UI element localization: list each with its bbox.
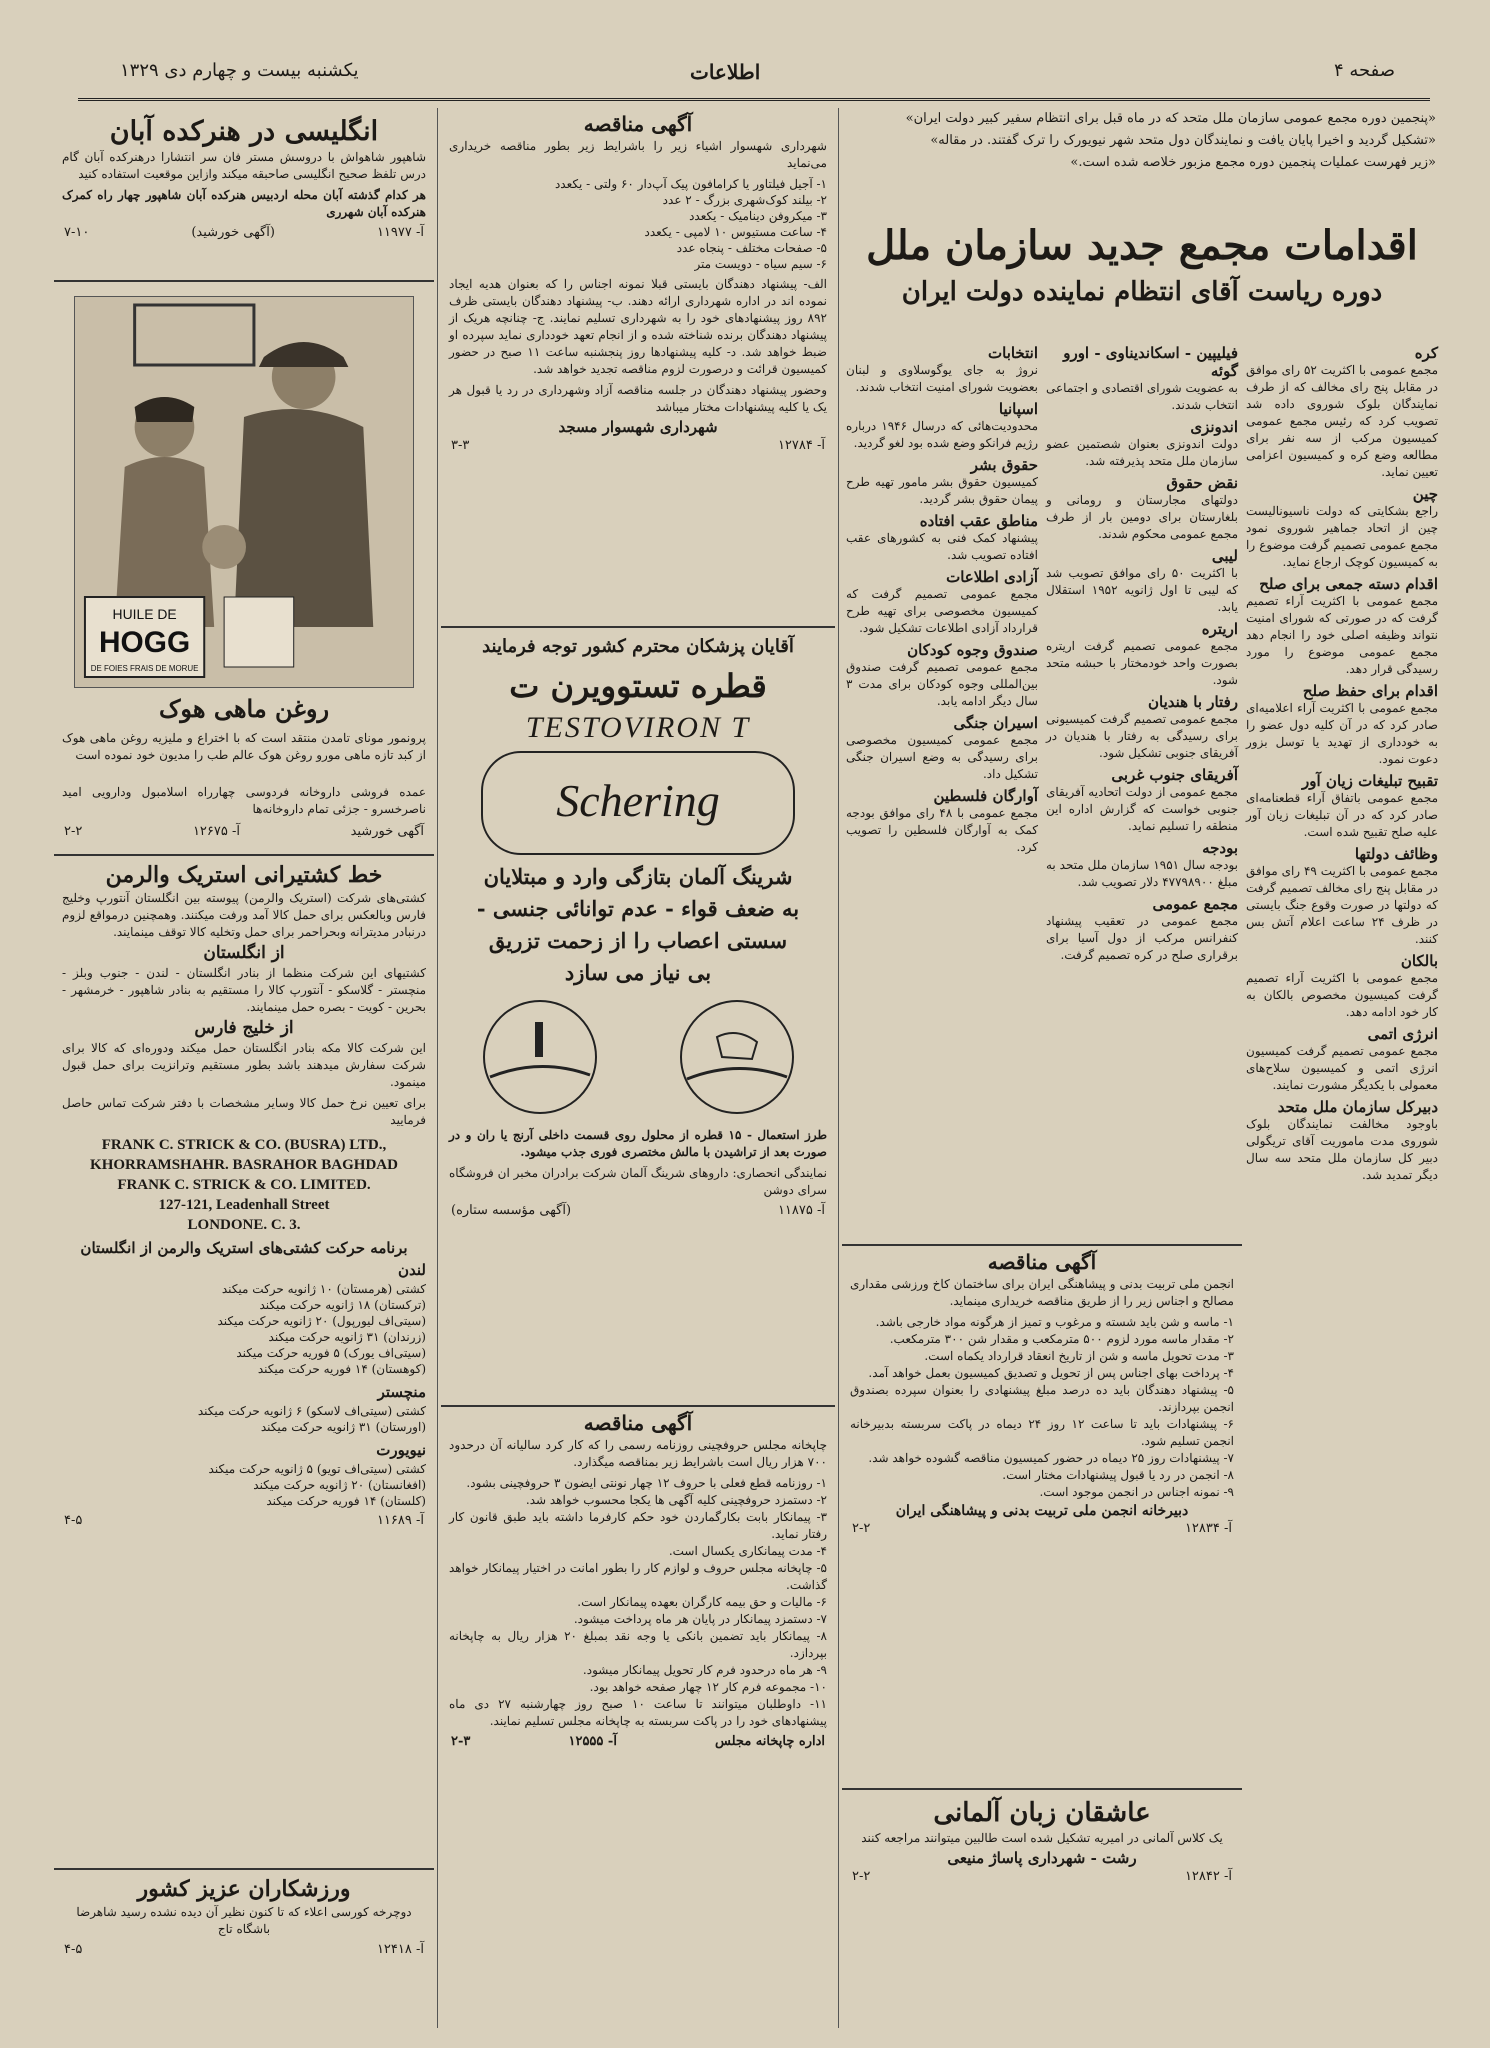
article-section-title: انتخابات [988, 344, 1038, 362]
tender-title: آگهی مناقصه [583, 1411, 693, 1435]
article-section-title: دبیرکل سازمان ملل متحد [1277, 1098, 1438, 1116]
tender-conditions: الف- پیشنهاد دهندگان بایستی قبلا نمونه اجناس را که بعنوان هدیه ایجاد نموده اند در اداره شهرداری ارائه دهند. ب- پیشنهاد دهندگان بایستی ظرف ۸۹۲ روز پیشنهادهای خود را به شهرداری تسلیم نمایند. ج- چنانچه هریک از پیشنهاد دهندگان برنده شناخته شده و از انجام تعهد خودداری نماید سپرده او ضبط خواهد شد. د- کلیه پیشنهادها روز پنجشنبه ساعت ۱۱ صبح در حضور کمیسیون قرائت و درصورت لزوم مناقصه تجدید خواهد شد. [449, 277, 827, 376]
article-section-title: مجمع عمومی [1152, 895, 1238, 913]
testoviron-ad [441, 626, 835, 1403]
ad-ref-code: آ- ۱۲۸۳۴ [1184, 1521, 1232, 1536]
hogg-ad-caption: DE FOIES FRAIS DE MORUE [90, 663, 199, 674]
article-kicker [842, 108, 1442, 203]
tender-body: شهرداری شهسوار اشیاء زیر را باشرایط زیر بطور مناقصه خریداری می‌نماید [449, 139, 827, 170]
article-section-title: تقبیح تبلیغات زیان آور [1302, 772, 1438, 790]
schedule-row: کشتی (هرمستان) ۱۰ ژانویه حرکت میکند [221, 1282, 426, 1296]
tender-closing: وحضور پیشنهاد دهندگان در جلسه مناقصه آزاد وشهرداری در رد یا قبول هر یک یا کلیه پیشنهادات مختار میباشد [449, 383, 827, 414]
schedule-row: کشتی (سیتی‌اف تویو) ۵ ژانویه حرکت میکند [208, 1462, 426, 1476]
strick-section-body: این شرکت کالا مکه بنادر انگلستان حمل میکند ودوره‌ای که کالا برای شرکت سفارش میدهند باشد بطور مستقیم وترانزیت برای حمل قبول مینمود. [62, 1041, 426, 1089]
tender-item: ۲- مقدار ماسه مورد لزوم ۵۰۰ مترمکعب و مقدار شن ۳۰۰ مترمکعب. [889, 1332, 1234, 1346]
tender-print-ad [441, 1405, 835, 2028]
article-section-body: با اکثریت ۵۰ رای موافق تصویب شد که لیبی تا اول ژانویه ۱۹۵۲ استقلال یابد. [1046, 566, 1239, 614]
schering-logo [481, 751, 795, 855]
strick-section-body: کشتیهای این شرکت منظما از بنادر انگلستان - لندن - جنوب وبلز - منچستر - گلاسکو - آنتورپ کالا را مستقیم به بنادر شاهپور - خرمشهر - بحرین - کویت - بصره حمل مینمایند. [62, 966, 426, 1014]
ad-ref-note: (آگهی خورشید) [191, 225, 275, 240]
schering-brand: Schering [556, 775, 720, 826]
tender-item: ۳- مدت تحویل ماسه و شن از تاریخ انعقاد قرارداد یکماه است. [924, 1349, 1234, 1363]
rubbing-arm-icon [662, 997, 812, 1117]
ad-ref-note: (آگهی مؤسسه ستاره) [451, 1203, 572, 1218]
strick-section-title: از خلیج فارس [194, 1018, 294, 1038]
strick-english-line: FRANK C. STRICK & CO. LIMITED. [117, 1177, 371, 1193]
tender-top-ad [441, 108, 835, 623]
tender-item: ۶- مالیات و حق بیمه کارگران بعهده پیمانکار است. [577, 1595, 827, 1609]
tender-item: ۱۱- داوطلبان میتوانند تا ساعت ۱۰ صبح روز چهارشنبه ۲۷ دی ماه پیشنهادهای خود را در پاکت سربسته به چاپخانه مجلس تسلیم نمایند. [449, 1697, 827, 1728]
family-illustration [75, 297, 413, 687]
tender-body: انجمن ملی تربیت بدنی و پیشاهنگی ایران برای ساختمان کاخ ورزشی مقداری مصالح و اجناس زیر را از طریق مناقصه خریداری مینماید. [850, 1277, 1234, 1308]
tender-item: ۶- سیم سیاه - دویست متر [694, 257, 827, 271]
sport-ad-title: ورزشکاران عزیز کشور [137, 1876, 351, 1902]
article-section-title: اریتره [1201, 620, 1238, 638]
testoviron-claim: بی نیاز می سازد [564, 960, 712, 985]
strick-line-intro: کشتی‌های شرکت (استریک والرمن) پیوسته بین انگلستان آنتورپ وخلیج فارس وبالعکس برای حمل کالا آمد ورفت میکنند. وهمچنین درمواقع لزوم درنبادر مدیترانه وبحراحمر برای حمل وتخلیه کالا توقف مینمایند. [62, 891, 426, 939]
article-subhead: دوره ریاست آقای انتظام نماینده دولت ایران [901, 277, 1383, 307]
header-paper-name: اطلاعات [690, 60, 761, 84]
schedule-city: منچستر [377, 1383, 426, 1401]
english-institute-ad [54, 108, 434, 278]
ad-ref-run: ۴-۵ [64, 1942, 83, 1957]
hogg-ad-title: روغن ماهی هوک [158, 694, 330, 723]
schedule-row: (کوهستان) ۱۴ فوریه حرکت میکند [257, 1362, 426, 1376]
tender-item: ۱- آجیل فیلتاور یا کرامافون پیک آپ‌دار ۶۰ ولتی - یکعدد [554, 177, 827, 191]
strick-schedule-title: برنامه حرکت کشتی‌های استریک والرمن از انگلستان [80, 1239, 408, 1257]
tender-item: ۲- بیلند کوک‌شهری بزرگ - ۲ عدد [662, 193, 827, 207]
dropper-arm-icon [465, 997, 615, 1117]
testoviron-latin: TESTOVIRON T [525, 711, 751, 744]
tender-title: آگهی مناقصه [583, 112, 693, 136]
article-section-title: اقدام برای حفظ صلح [1302, 682, 1438, 700]
tender-signature: شهرداری شهسوار مسجد [558, 418, 718, 436]
strick-contact-note: برای تعیین نرخ حمل کالا وسایر مشخصات با دفتر شرکت تماس حاصل فرمایید [62, 1096, 426, 1127]
article-section-body: مجمع عمومی در تعقیب پیشنهاد کنفرانس مرکب از دول آسیا برای برقراری صلح در کره تصمیم گرفت. [1046, 914, 1238, 962]
schedule-row: (ترکستان) ۱۸ ژانویه حرکت میکند [259, 1298, 426, 1312]
article-section-body: مجمع عمومی با اکثریت آراء تصمیم گرفت کمیسیون مخصوص بالکان به کار خود ادامه دهد. [1246, 971, 1438, 1019]
hogg-ad-body: پرونمور مونای تامدن منتقد است که با اختراع و ملیزیه روغن ماهی هوک از کبد تازه ماهی مورو روغن هوک عالم طب را مدیون خود نموده است [62, 731, 426, 762]
strick-line-title: خط کشتیرانی استریک والرمن [105, 862, 383, 888]
article-section-body: مجمع عمومی تصمیم گرفت که کمیسیون مخصوصی برای تهیه طرح قرارداد آزادی اطلاعات تشکیل شود. [846, 587, 1038, 635]
hogg-ad-sellers: عمده فروشی داروخانه فردوسی چهارراه اسلامبول ودارویی امید ناصرخسرو - جزئی تمام داروخانه‌ها [62, 785, 426, 816]
article-section-title: آفریقای جنوب غربی [1111, 766, 1238, 784]
german-class-body: یک کلاس آلمانی در امیریه تشکیل شده است طالبین میتوانند مراجعه کنند [861, 1831, 1223, 1845]
ad-ref-run: ۲-۲ [64, 824, 83, 839]
ad-ref-code: آ- ۱۲۷۸۴ [777, 438, 825, 453]
strick-english-line: KHORRAMSHAHR. BASRAHOR BAGHDAD [90, 1157, 398, 1173]
sport-ad [54, 1868, 434, 2028]
article-section-title: بودجه [1202, 839, 1238, 857]
tender-item: ۹- نمونه اجناس در انجمن موجود است. [1039, 1485, 1234, 1499]
testoviron-kicker: آقایان پزشکان محترم کشور توجه فرمایند [482, 636, 794, 657]
article-section-body: باوجود مخالفت نمایندگان بلوک شوروی مدت ماموریت آقای تریگولی دبیر کل سازمان ملل متحد سه سال دیگر تمدید شد. [1246, 1117, 1438, 1182]
article-section-title: آوارگان فلسطین [933, 787, 1038, 805]
schedule-row: (کلستان) ۱۴ فوریه حرکت میکند [266, 1494, 426, 1508]
article-section-title: آزادی اطلاعات [946, 568, 1038, 586]
tender-item: ۴- مدت پیمانکاری یکسال است. [668, 1544, 827, 1558]
article-section-title: نقض حقوق [1166, 474, 1238, 492]
column-divider [437, 108, 438, 2028]
article-section-body: محدودیت‌هائی که درسال ۱۹۴۶ درباره رژیم فرانکو وضع شده بود لغو گردید. [846, 419, 1039, 450]
tender-signature: دبیرخانه انجمن ملی تربیت بدنی و پیشاهنگی ایران [895, 1503, 1189, 1519]
tender-item: ۴- ساعت مستیوس ۱۰ لامپی - یکعدد [644, 225, 827, 239]
tender-item: ۳- میکروفن دینامیک - یکعدد [689, 209, 827, 223]
article-section-title: حقوق بشر [970, 456, 1038, 474]
article-section-title: صندوق وجوه کودکان [907, 641, 1038, 659]
right-column [842, 108, 1442, 2028]
ad-ref-run: ۲-۳ [451, 1734, 471, 1749]
strick-line-ad [54, 854, 434, 1866]
article-section-title: انرژی اتمی [1367, 1025, 1438, 1043]
ad-ref-run: ۳-۳ [451, 438, 470, 453]
kicker-line: «زیر فهرست عملیات پنجمین دوره مجمع مزبور خلاصه شده است.» [1070, 155, 1436, 170]
tender-item: ۱- روزنامه قطع فعلی با حروف ۱۲ چهار نونتی ایضون ۳ حروفچینی بشود. [466, 1476, 827, 1490]
tender-item: ۶- پیشنهادات باید تا ساعت ۱۲ روز ۲۴ دیماه در پاکت سربسته بدبیرخانه انجمن تسلیم شود. [850, 1417, 1234, 1448]
article-section-body: مجمع عمومی با اکثریت ۵۲ رای موافق در مقابل پنج رای مخالف که از طرف نمایندگان بلوک شوروی داده شد تصویب کرد که رئیس مجمع عمومی کمیسیون مرکب از سه نفر برای مطالعه وضع کره و کمیسیون اعزامی تعیین نماید. [1246, 363, 1439, 479]
english-institute-body: شاهپور شاهواش با دروسش مستر فان سر انتشارا درهنرکده آبان گام درس تلفظ صحیح انگلیسی صاحبقه میکند وازاین موقعیت استفاده کنید [62, 150, 426, 181]
article-section-title: لیبی [1211, 547, 1238, 565]
tender-item: ۵- صفحات مختلف - پنجاه عدد [676, 241, 827, 255]
strick-english-line: 127-121, Leadenhall Street [158, 1197, 330, 1213]
german-class-ad [842, 1788, 1242, 1940]
article-section-body: بودجه سال ۱۹۵۱ سازمان ملل متحد به مبلغ ۴۷۷۹۸۹۰۰ دلار تصویب شد. [1046, 858, 1239, 889]
ad-ref-code: آ- ۱۲۸۴۲ [1184, 1869, 1232, 1884]
kicker-line: «پنجمین دوره مجمع عمومی سازمان ملل متحد که در ماه قبل برای انتظام سفیر کبیر دولت ایران» [905, 111, 1436, 126]
article-section-body: مجمع عمومی تصمیم گرفت کمیسیونی برای رسیدگی به رفتار با هندیان در آفریقای جنوبی تشکیل شود. [1046, 712, 1238, 760]
strick-english-address [54, 1135, 434, 1235]
article-headline-block [842, 203, 1442, 338]
english-institute-title: انگلیسی در هنرکده آبان [109, 116, 379, 147]
column-divider [838, 108, 839, 2028]
testoviron-agent: نمایندگی انحصاری: داروهای شرینگ آلمان شرکت برادران مخبر ان فروشگاه سرای دوشن [449, 1166, 827, 1197]
article-section-body: راجع بشکایتی که دولت ناسیونالیست چین از اتحاد جماهیر شوروی نمود مجمع عمومی تصمیم گرفت موضوع را به کمیسیون کوچک ارجاع نماید. [1246, 504, 1438, 569]
schedule-row: (اورستان) ۳۱ ژانویه حرکت میکند [260, 1420, 426, 1434]
schedule-city: نیویورت [376, 1441, 426, 1459]
left-column [54, 108, 434, 2028]
article-section-body: مجمع عمومی تصمیم گرفت صندوق بین‌المللی وجوه کودکان برای مدت ۳ سال دیگر ادامه یابد. [846, 660, 1038, 708]
article-section-body: مجمع عمومی تصمیم گرفت اریتره بصورت واحد خودمختار با حبشه متحد شود. [1046, 639, 1238, 687]
article-section-title: اسیران جنگی [953, 714, 1038, 732]
article-section-title: کره [1414, 344, 1438, 362]
ad-ref-code: آ- ۱۲۴۱۸ [376, 1942, 424, 1957]
article-section-body: مجمع عمومی با اکثریت ۴۹ رای موافق در مقابل پنج رای مخالف تصمیم گرفت که دولتها در صورت وقوع جنگ بایستی در ظرف ۲۴ ساعت اعلام آتش بس کنند. [1246, 864, 1439, 946]
article-section-body: مجمع عمومی باتفاق آراء قطعنامه‌ای صادر کرد که در آن تبلیغات زیان آور علیه صلح تقبیح شده است. [1246, 791, 1438, 839]
article-section-title: بالکان [1400, 952, 1438, 970]
tender-item: ۲- دستمزد حروفچینی کلیه آگهی ها یکجا محسوب خواهد شد. [525, 1493, 827, 1507]
article-section-title: رفتار با هندیان [1147, 693, 1238, 711]
tender-title: آگهی مناقصه [987, 1250, 1097, 1274]
german-class-title: عاشقان زبان آلمانی [933, 1798, 1151, 1828]
schedule-city: لندن [398, 1261, 426, 1279]
tender-item: ۵- پیشنهاد دهندگان باید ده درصد مبلغ پیشنهادی را بعنوان سپرده بصندوق انجمن بپردازند. [850, 1383, 1234, 1414]
hogg-ad-illustration [74, 296, 414, 688]
tender-item: ۹- هر ماه درحدود فرم کار تحویل پیمانکار میشود. [582, 1663, 827, 1677]
ad-ref-code: آ- ۱۲۶۷۵ [192, 824, 240, 839]
article-section-body: دولتهای مجارستان و رومانی و بلغارستان برای دومین بار از طرف مجمع عمومی محکوم شدند. [1046, 493, 1238, 541]
article-section-title: اندونزی [1190, 418, 1238, 436]
ad-ref-note: آگهی خورشید [350, 824, 424, 839]
schedule-row: (سیتی‌اف یورک) ۵ فوریه حرکت میکند [236, 1346, 426, 1360]
ad-ref-run: ۷-۱۰ [64, 225, 90, 240]
schedule-row: کشتی (سیتی‌اف لاسکو) ۶ ژانویه حرکت میکند [197, 1404, 426, 1418]
tender-item: ۷- دستمزد پیمانکار در پایان هر ماه پرداخت میشود. [573, 1612, 827, 1626]
hogg-ad [54, 280, 434, 852]
ad-ref-run: ۴-۵ [64, 1513, 83, 1528]
ad-ref-note: اداره چاپخانه مجلس [715, 1734, 825, 1749]
ad-ref-run: ۲-۲ [852, 1869, 871, 1884]
tender-item: ۷- پیشنهادات روز ۲۵ دیماه در حضور کمیسیون مناقصه گشوده خواهد شد. [868, 1451, 1234, 1465]
header-rule [78, 98, 1430, 101]
usage-illustrations [441, 997, 835, 1117]
ad-ref-run: ۲-۲ [852, 1521, 871, 1536]
header-date: یکشنبه بیست و چهارم دی ۱۳۲۹ [120, 60, 359, 81]
strick-english-line: LONDONE. C. 3. [187, 1217, 301, 1233]
article-section-body: مجمع عمومی کمیسیون مخصوصی برای رسیدگی به وضع اسیران جنگی تشکیل داد. [846, 733, 1038, 781]
article-section-title: وظائف دولتها [1354, 845, 1438, 863]
strick-section-title: از انگلستان [203, 943, 285, 963]
schedule-row: (سیتی‌اف لیورپول) ۲۰ ژانویه حرکت میکند [217, 1314, 426, 1328]
tender-item: ۳- پیمانکار بابت بکارگماردن خود حکم کارفرما داشته باید طبق قانون کار رفتار نماید. [449, 1510, 827, 1541]
article-section-body: دولت اندونزی بعنوان شصتمین عضو سازمان ملل متحد پذیرفته شد. [1046, 437, 1238, 468]
tender-item: ۴- پرداخت بهای اجناس پس از تحویل و تصدیق کمیسیون بعمل خواهد آمد. [868, 1366, 1234, 1380]
article-section-title: اسپانیا [998, 400, 1038, 418]
article-section-title: فیلیپین - اسکاندیناوی - اورو گوئه [1063, 344, 1238, 380]
kicker-line: «تشکیل گردید و اخیرا پایان یافت و نمایندگان دول متحد شهر نیویورک را ترک گفتند. در مقاله» [930, 133, 1436, 148]
testoviron-claim: به ضعف قواء - عدم توانائی جنسی - [476, 896, 800, 921]
middle-column [441, 108, 835, 2028]
tender-body: چاپخانه مجلس حروفچینی روزنامه رسمی را که کار کرد سالیانه آن درحدود ۷۰۰ هزار ریال است باشرایط زیر بمناقصه میگذارد. [449, 1438, 827, 1469]
ad-ref-code: آ- ۱۱۸۷۵ [777, 1203, 825, 1218]
article-headline: اقدامات مجمع جدید سازمان ملل [866, 222, 1418, 269]
article-section-body: به عضویت شورای اقتصادی و اجتماعی انتخاب شدند. [1046, 381, 1238, 412]
article-section-body: مجمع عمومی با اکثریت آراء اعلامیه‌ای صادر کرد که در آن کلیه دول عضو را به خودداری از تهدید یا توسل بزور دعوت نمود. [1246, 701, 1438, 766]
ad-ref-code: آ- ۱۱۹۷۷ [376, 225, 424, 240]
testoviron-claim: سستی اعصاب را از زحمت تزریق [488, 928, 788, 953]
schedule-row: (افغانستان) ۲۰ ژانویه حرکت میکند [253, 1478, 426, 1492]
hogg-ad-brand: HOGG [99, 625, 191, 660]
article-section-title: اقدام دسته جمعی برای صلح [1259, 575, 1438, 593]
english-institute-address: هر کدام گذشته آبان محله اردبیس هنرکده آبان شاهپور چهار راه کمرک هنرکده آبان شهرری [62, 188, 427, 219]
schedule-row: (زرندان) ۳۱ ژانویه حرکت میکند [268, 1330, 426, 1344]
article-section-body: مجمع عمومی از دولت اتحادیه آفریقای جنوبی خواست که گزارش اداره این منطقه را تسلیم نماید. [1046, 785, 1238, 833]
hogg-ad-sign: HUILE DE [112, 605, 177, 623]
tender-item: ۱- ماسه و شن باید شسته و مرغوب و تمیز از هرگونه مواد خارجی باشد. [875, 1315, 1234, 1329]
tender-item: ۱۰- مجموعه فرم کار ۱۲ چهار صفحه خواهد بود. [589, 1680, 827, 1694]
tender-item: ۸- انجمن در رد یا قبول پیشنهادات مختار است. [1002, 1468, 1234, 1482]
page-header [0, 0, 1490, 108]
tender-right-ad [842, 1244, 1242, 1786]
article-section-title: مناطق عقب افتاده [919, 512, 1038, 530]
article-section-body: کمیسیون حقوق بشر مامور تهیه طرح پیمان حقوق بشر گردید. [846, 475, 1038, 506]
article-section-body: پیشنهاد کمک فنی به کشورهای عقب افتاده تصویب شد. [846, 531, 1038, 562]
testoviron-title: قطره تستوویرن ت [509, 667, 767, 705]
testoviron-claim: شرینگ آلمان بتازگی وارد و مبتلایان [483, 864, 793, 889]
ad-ref-code: آ- ۱۱۶۸۹ [376, 1513, 424, 1528]
ad-ref-code: آ- ۱۲۵۵۵ [568, 1734, 617, 1749]
article-section-body: مجمع عمومی با ۴۸ رای موافق بودجه کمک به آوارگان فلسطین را تصویب کرد. [846, 806, 1038, 854]
sport-ad-body: دوچرخه کورسی اعلاء که تا کنون نظیر آن دیده نشده رسید شاهرضا باشگاه تاج [76, 1905, 412, 1936]
article-section-title: چین [1412, 485, 1438, 503]
tender-item: ۸- پیمانکار باید تضمین بانکی یا وجه نقد بمبلغ ۲۰ هزار ریال به چاپخانه بپردازد. [449, 1629, 827, 1660]
article-section-body: مجمع عمومی تصمیم گرفت کمیسیون انرژی اتمی و کمیسیون سلاح‌های معمولی با یکدیگر مشورت نمایند. [1246, 1044, 1438, 1092]
tender-item: ۵- چاپخانه مجلس حروف و لوازم کار را بطور امانت در اختیار پیمانکار خواهد گذاشت. [449, 1561, 827, 1592]
strick-english-line: FRANK C. STRICK & CO. (BUSRA) LTD., [101, 1137, 387, 1153]
testoviron-usage: طرز استعمال - ۱۵ قطره از محلول روی قسمت داخلی آرنج یا ران و در صورت بعد از تراشیدن با مالش مختصری فوری جذب میشود. [449, 1128, 828, 1159]
article-column-right [1242, 340, 1442, 1488]
article-section-body: مجمع عمومی با اکثریت آراء تصمیم گرفت که در صورتی که شورای امنیت نتواند وظیفه اصلی خود را انجام دهد مجمع عمومی موضوع را مورد رسیدگی قرار دهد. [1246, 594, 1438, 676]
header-page-number: صفحه ۴ [1333, 60, 1395, 81]
german-class-address: رشت - شهرداری پاساژ منیعی [947, 1849, 1137, 1867]
article-section-body: نروژ به جای یوگوسلاوی و لبنان بعضویت شورای امنیت انتخاب شدند. [846, 363, 1038, 394]
